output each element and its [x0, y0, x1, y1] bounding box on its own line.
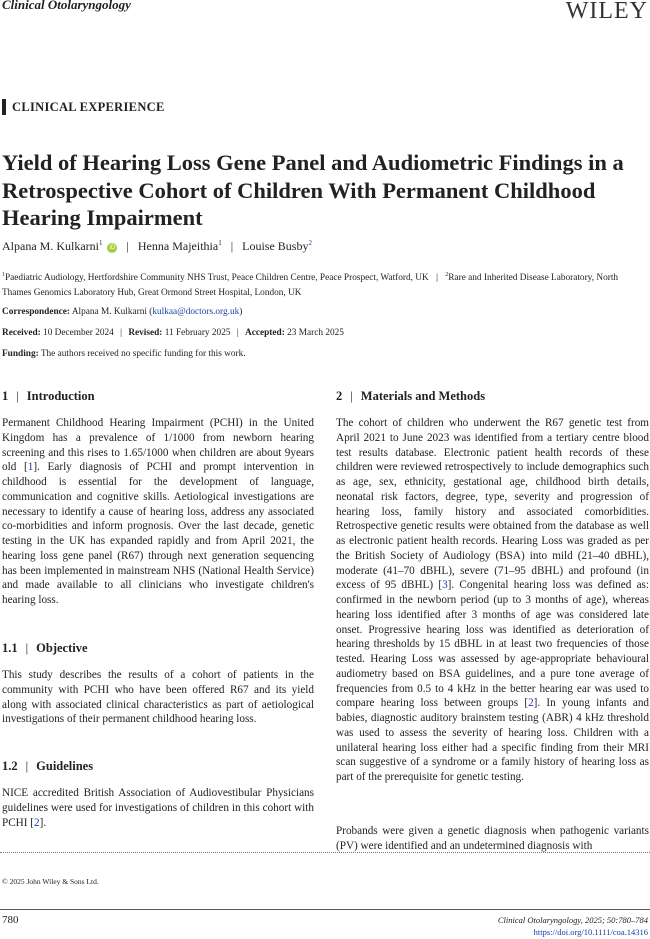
- heading-methods: 2 | Materials and Methods: [336, 389, 486, 403]
- objective-paragraph: This study describes the results of a cohort of patients in the community with PCHI who have been offered R67 and its yield along with associated clinical characteristics as part of aetiological investigations of their permanent childhood hearing loss.: [2, 669, 314, 726]
- reference-link[interactable]: 2: [528, 697, 534, 710]
- funding: [2, 349, 246, 359]
- citation-text: Clinical Otolaryngology, 2025; 50:780–784: [497, 915, 648, 925]
- author-aff: 2: [308, 239, 312, 247]
- section-bar: [2, 99, 6, 115]
- author-name[interactable]: Louise Busby: [242, 239, 309, 253]
- correspondence-name: Alpana M. Kulkarni: [71, 307, 147, 317]
- correspondence: Correspondence: Alpana M. Kulkarni (kulkaa@doctors.org.uk): [2, 307, 243, 317]
- author-name[interactable]: Henna Majeithia: [137, 239, 219, 253]
- accepted-label: Accepted:: [245, 328, 285, 338]
- author-aff: 1: [218, 239, 222, 247]
- section-label-text: CLINICAL EXPERIENCE: [12, 99, 165, 114]
- aff-num: 1: [2, 272, 5, 278]
- funding-text: The authors received no specific funding for this work.: [40, 349, 246, 359]
- publisher-logo: WILEY: [565, 0, 648, 24]
- revised-label: Revised:: [128, 328, 163, 338]
- citation: [498, 914, 648, 938]
- correspondence-label: Correspondence:: [2, 307, 70, 317]
- journal-name: Clinical Otolaryngology: [2, 0, 131, 12]
- article-dates: Received: 10 December 2024 | Revised: 11 February 2025 | Accepted: 23 March 2025: [2, 328, 344, 338]
- author-name[interactable]: Alpana M. Kulkarni: [2, 239, 99, 253]
- reference-link[interactable]: 2: [34, 816, 40, 829]
- guidelines-paragraph: NICE accredited British Association of Audiovestibular Physicians guidelines were used for investigations of children in this cohort with PCHI [2].: [2, 787, 314, 829]
- author-aff: 1: [98, 239, 103, 247]
- copyright: © 2025 John Wiley & Sons Ltd.: [2, 877, 99, 886]
- affiliations: $^1$Paediatric Audiology, Hertfordshire Community NHS Trust, Peace Children Centre, Peace Prospect, Watford, UK | $^2$Rare and Inherited Disease Laboratory, North Thames Genomics Laboratory Hub, Great Ormond Street Hospital, London, UK: [2, 272, 619, 299]
- author-list: Alpana M. Kulkarni$^1$ iD | Henna Majeithia$^1$ | Louise Busby$^2$: [2, 239, 312, 253]
- received-label: Received:: [2, 328, 41, 338]
- received-date: 10 December 2024: [43, 328, 114, 338]
- aff-num: 2: [445, 272, 449, 278]
- page-number: 780: [2, 914, 19, 926]
- footnote-divider: [0, 852, 650, 853]
- heading-guidelines: 1.2 | Guidelines: [2, 759, 94, 773]
- doi-link[interactable]: https://doi.org/10.1111/coa.14316: [533, 927, 648, 937]
- affiliation: Paediatric Audiology, Hertfordshire Community NHS Trust, Peace Children Centre, Peace Prospect, Watford, UK: [5, 273, 429, 284]
- heading-objective: 1.1 | Objective: [2, 641, 88, 655]
- methods-paragraph-2: Probands were given a genetic diagnosis when pathogenic variants (PV) were identified and an undetermined diagnosis with: [336, 825, 649, 852]
- reference-link[interactable]: 3: [442, 579, 448, 592]
- reference-link[interactable]: 1: [27, 461, 34, 474]
- heading-introduction: 1 | Introduction: [2, 389, 95, 403]
- section-label: [2, 99, 165, 115]
- funding-label: Funding:: [2, 349, 39, 359]
- footer-rule: [0, 909, 650, 910]
- revised-date: 11 February 2025: [164, 328, 231, 338]
- accepted-date: 23 March 2025: [287, 328, 344, 338]
- orcid-icon[interactable]: iD: [107, 243, 117, 253]
- methods-paragraph: The cohort of children who underwent the R67 genetic test from April 2021 to June 2023 was identified from a tertiary centre blood test results database. Electronic patient health records of these children were reviewed retrospectively to include demographics such as age, sex, ethnicity, gestational age, childhood birth details, neonatal risk factors, degree, type, severity and progression of hearing loss, family history and associated comorbidities. Retrospective genetic results were obtained from the database as well as electronic patient health records. Hearing Loss was graded as per the British Society of Audiology (BSA) into mild (21–40 dBHL), moderate (41–70 dBHL), severe (71–95 dBHL) and profound (in excess of 95 dBHL) [3]. Congenital hearing loss was defined as: confirmed in the newborn period (up to 3 months of age), whereas hearing loss identified after 3 months of age was considered late onset. Progressive hearing loss was identified as deterioration of hearing thresholds by 15 dBHL in at least two frequencies of those tested. Hearing Loss was assessed by age-appropriate behavioural audiometry based on BSA guidelines, and a pure tone average of frequencies from 0.5 to 4 kHz in the better hearing ear was used to compare hearing loss between groups [2]. In young infants and babies, diagnostic auditory brainstem testing (ABR) 4 kHz threshold was used to assess the severity of hearing loss. Children with a unilateral hearing loss either had a specific finding from their MRI scan suggestive of a syndrome or a family history of hearing loss as part of the prerequisite for genetic testing.: [336, 417, 650, 784]
- email-link[interactable]: kulkaa@doctors.org.uk: [152, 307, 240, 317]
- affiliation: Rare and Inherited Disease Laboratory, North Thames Genomics Laboratory Hub, Great Ormond Street Hospital, London, UK: [2, 273, 619, 299]
- article-title: Yield of Hearing Loss Gene Panel and Audiometric Findings in a Retrospective Cohort of Children With Permanent Childhood Hearing Impairment: [2, 150, 624, 230]
- intro-paragraph: Permanent Childhood Hearing Impairment (PCHI) in the United Kingdom has a prevalence of 1/1000 from newborn hearing screening and this rises to 1.65/1000 when children are about 9years old [1]. Early diagnosis of PCHI and prompt intervention in childhood is essential for the development of language, communication and cognitive skills. Aetiological investigations are necessary to identify a cause of hearing loss, address any associated co-morbidities and inform prognosis. Over the last decade, genetic testing in the UK has expanded rapidly and from April 2021, the hearing loss gene panel (R67) through next generation sequencing has been implemented in mainstream NHS (National Health Service) and made available to all clinicians who investigate children's hearing loss.: [2, 417, 314, 607]
